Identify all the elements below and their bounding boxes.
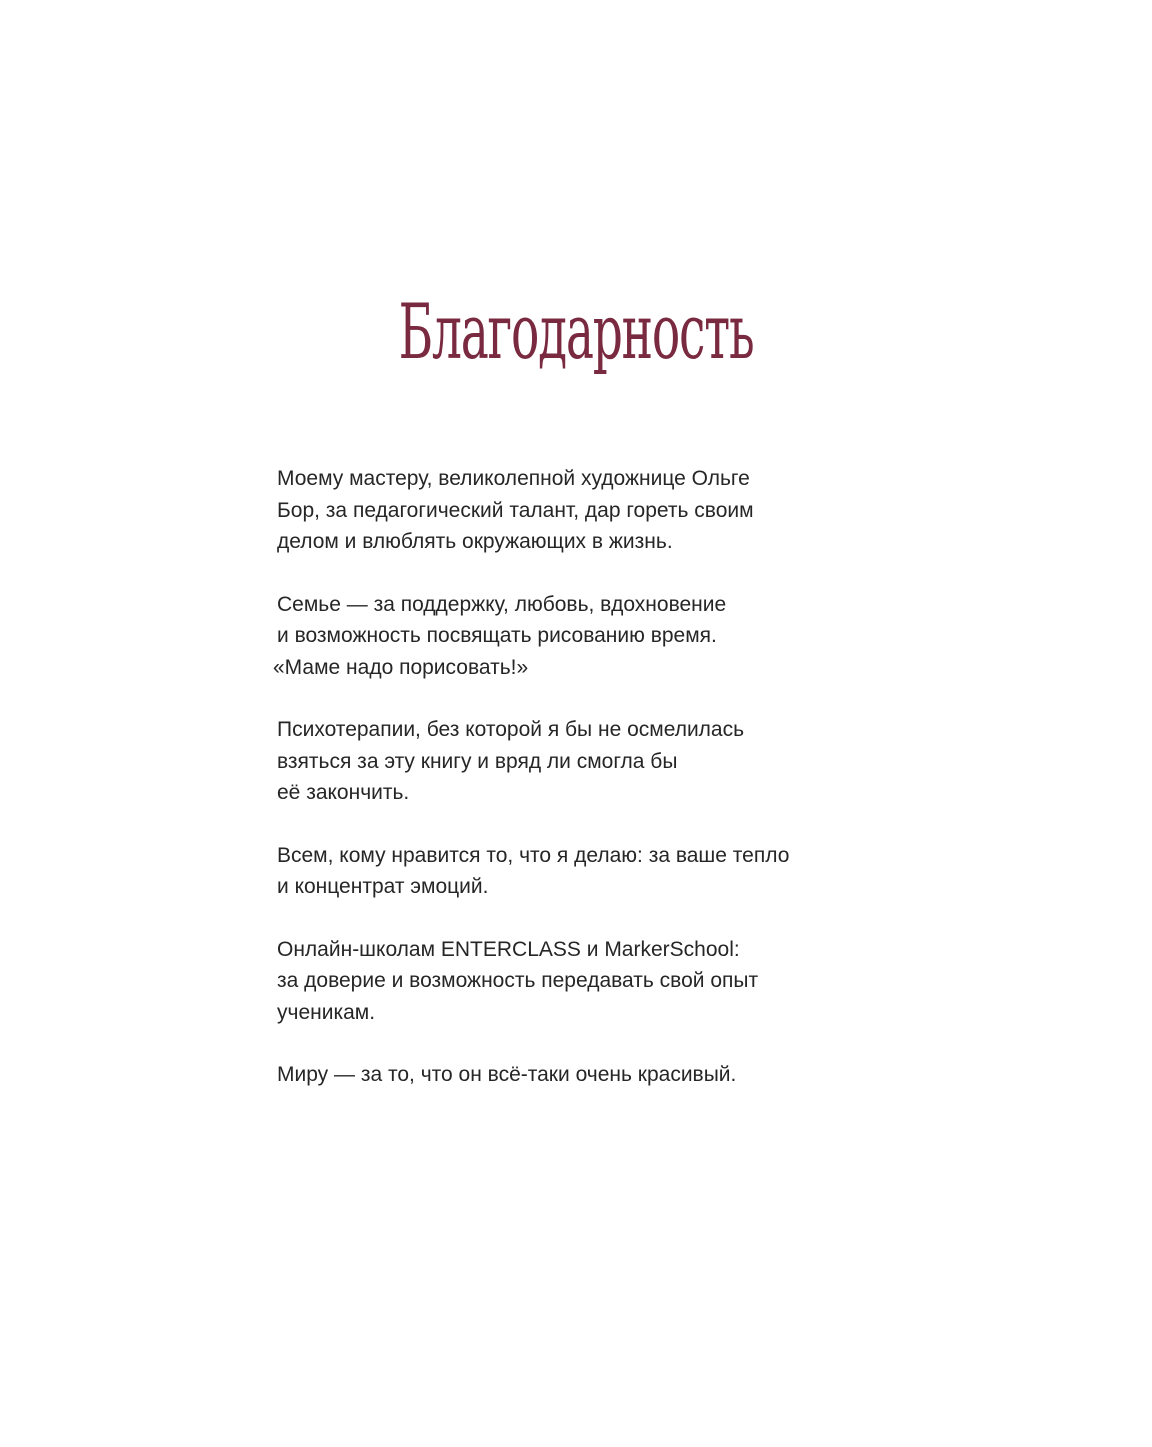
text-line: делом и влюблять окружающих в жизнь. (277, 530, 673, 553)
text-line: её закончить. (277, 781, 410, 804)
paragraph-readers (277, 840, 877, 903)
text-line: Миру — за то, что он всё-таки очень красивый. (277, 1063, 737, 1086)
paragraph-schools (277, 934, 877, 1029)
paragraph-family (273, 589, 877, 684)
text-line: Онлайн-школам ENTERCLASS и MarkerSchool: (277, 937, 740, 961)
text-line: взяться за эту книгу и вряд ли смогла бы (277, 749, 678, 773)
text-line: Семье — за поддержку, любовь, вдохновение (277, 592, 727, 616)
text-line: ученикам. (277, 1000, 376, 1024)
text-line: Моему мастеру, великолепной художнице Ольге (277, 467, 750, 490)
quote-line: «Маме надо порисовать!» (273, 655, 529, 679)
paragraph-psychotherapy (277, 714, 877, 809)
text-line: Всем, кому нравится то, что я делаю: за ваше тепло (277, 843, 790, 867)
text-line: Психотерапии, без которой я бы не осмелилась (277, 718, 745, 741)
text-line: и возможность посвящать рисованию время. (277, 624, 717, 647)
text-line: за доверие и возможность передавать свой опыт (277, 969, 759, 992)
paragraph-master (277, 463, 877, 558)
acknowledgements-body (273, 463, 877, 1122)
page-title: Благодарность (398, 287, 754, 376)
text-line: и концентрат эмоций. (277, 875, 489, 898)
paragraph-world (277, 1059, 877, 1091)
text-line: Бор, за педагогический талант, дар гореть своим (277, 498, 754, 522)
